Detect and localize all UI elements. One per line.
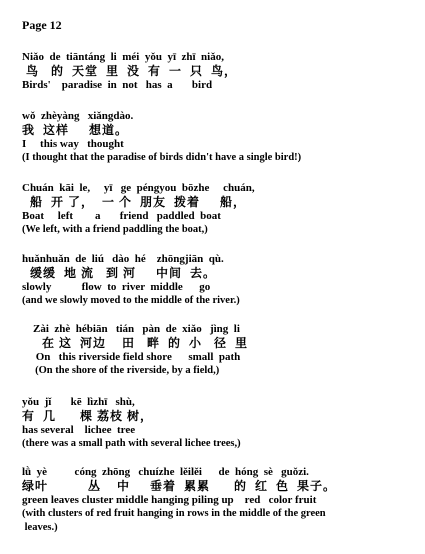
pinyin-line: yǒu jǐ kē lìzhī shù,	[22, 396, 135, 408]
chinese-line: 有 几 棵 荔枝 树，	[22, 409, 154, 423]
chinese-line: 鸟 的 天堂 里 没 有 一 只 鸟，	[22, 64, 238, 78]
gloss-line: Birds' paradise in not has a bird	[22, 79, 213, 91]
sentence-block-5	[22, 322, 422, 378]
translation-line-continued: leaves.)	[22, 522, 58, 533]
pinyin-line: Zài zhè hébiān tián pàn de xiǎo jìng li	[22, 323, 240, 335]
sentence-block-4	[22, 252, 422, 308]
sentence-block-2	[22, 109, 422, 165]
gloss-line: Boat left a friend paddled boat	[22, 210, 221, 222]
gloss-line: On this riverside field shore small path	[22, 351, 241, 363]
sentence-block-7	[22, 465, 422, 535]
translation-line: (with clusters of red fruit hanging in rows in the middle of the green	[22, 508, 326, 519]
chinese-line: 在 这 河边 田 畔 的 小 径 里	[22, 336, 249, 350]
translation-line: (We left, with a friend paddling the boat,)	[22, 224, 208, 235]
sentence-block-3	[22, 181, 422, 237]
pinyin-line: Niǎo de tiāntáng li méi yǒu yī zhī niǎo,	[22, 51, 224, 63]
pinyin-line: Chuán kāi le, yī ge péngyou bōzhe chuán,	[22, 182, 255, 194]
gloss-line: I this way thought	[22, 138, 124, 150]
gloss-line: slowly flow to river middle go	[22, 281, 211, 293]
translation-line: (there was a small path with several lichee trees,)	[22, 438, 241, 449]
pinyin-line: lǜ yè cóng zhōng chuízhe lěilěi de hóng sè guǒzi.	[22, 466, 309, 478]
page-number: Page 12	[22, 18, 62, 32]
gloss-line: has several lichee tree	[22, 424, 136, 436]
translation-line: (On the shore of the riverside, by a field,)	[22, 365, 220, 376]
chinese-line: 船 开 了， 一 个 朋友 拨着 船，	[22, 195, 247, 209]
translation-line: (and we slowly moved to the middle of the river.)	[22, 295, 240, 306]
sentence-block-6	[22, 395, 422, 451]
pinyin-line: wǒ zhèyàng xiǎngdào.	[22, 110, 134, 122]
chinese-line: 我 这样 想道。	[22, 123, 129, 137]
pinyin-line: huǎnhuǎn de liú dào hé zhōngjiān qù.	[22, 253, 224, 265]
sentence-block-1	[22, 50, 422, 92]
chinese-line: 绿叶 丛 中 垂着 累累 的 红 色 果子。	[22, 479, 337, 493]
translation-line: (I thought that the paradise of birds didn't have a single bird!)	[22, 152, 302, 163]
chinese-line: 缓缓 地 流 到 河 中间 去。	[22, 266, 217, 280]
gloss-line: green leaves cluster middle hanging piling up red color fruit	[22, 494, 317, 506]
